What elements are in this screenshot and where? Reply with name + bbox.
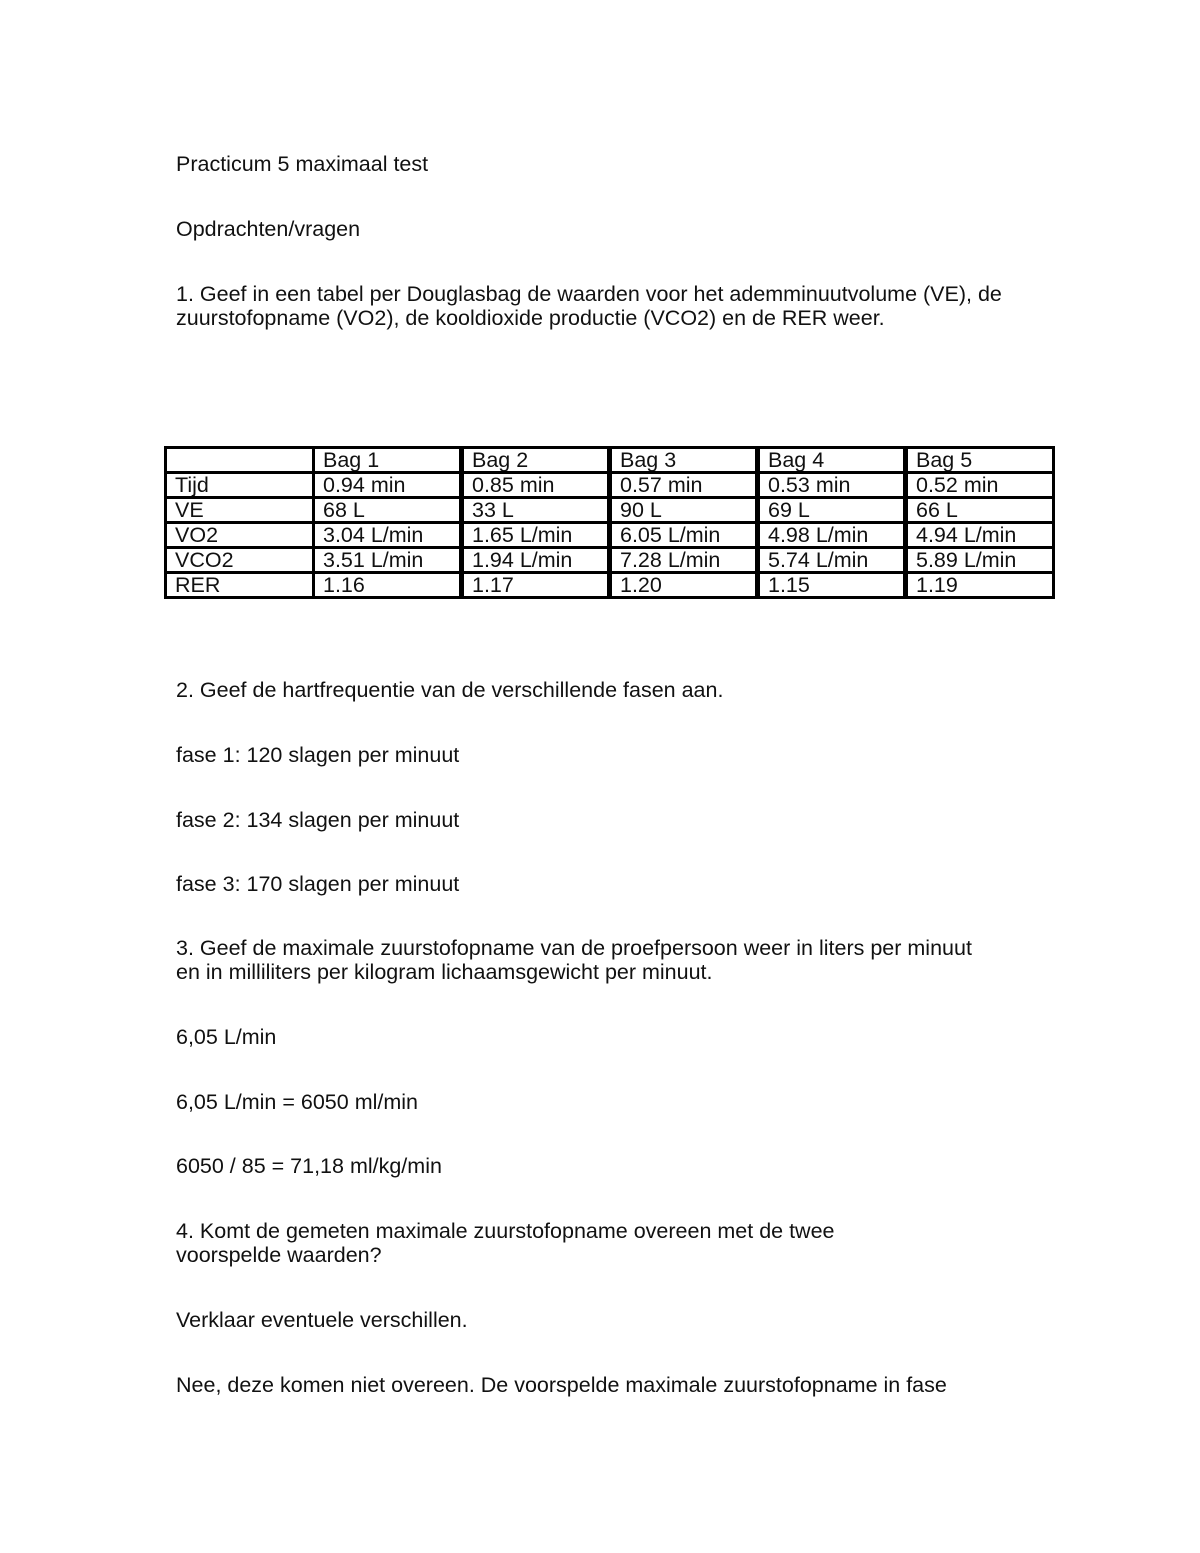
table-cell: 66 L — [906, 498, 1054, 523]
table-row — [166, 523, 1054, 548]
table-cell: 3.51 L/min — [314, 548, 462, 573]
table-cell: 1.94 L/min — [462, 548, 610, 573]
header-cell — [166, 448, 314, 473]
header-cell: Bag 5 — [906, 448, 1054, 473]
answer-3-liters: 6,05 L/min — [176, 1025, 277, 1049]
table-row — [166, 548, 1054, 573]
table-cell: 5.74 L/min — [758, 548, 906, 573]
row-label: VCO2 — [166, 548, 314, 573]
table-cell: 90 L — [610, 498, 758, 523]
table-row — [166, 498, 1054, 523]
answer-3-conversion: 6,05 L/min = 6050 ml/min — [176, 1090, 419, 1114]
table-row — [166, 573, 1054, 598]
question-1: 1. Geef in een tabel per Douglasbag de waarden voor het ademminuutvolume (VE), de zuurstofopname (VO2), de kooldioxide productie (VCO2) en de RER weer. — [176, 282, 1002, 330]
table-cell: 0.53 min — [758, 473, 906, 498]
table-cell: 7.28 L/min — [610, 548, 758, 573]
douglasbag-table — [164, 446, 1055, 599]
table-cell: 6.05 L/min — [610, 523, 758, 548]
answer-fase-3: fase 3: 170 slagen per minuut — [176, 872, 460, 896]
document-title: Practicum 5 maximaal test — [176, 152, 429, 176]
table-cell: 0.57 min — [610, 473, 758, 498]
table-cell: 5.89 L/min — [906, 548, 1054, 573]
answer-4: Nee, deze komen niet overeen. De voorspelde maximale zuurstofopname in fase — [176, 1373, 947, 1397]
question-4-followup: Verklaar eventuele verschillen. — [176, 1308, 468, 1332]
row-label: Tijd — [166, 473, 314, 498]
row-label: RER — [166, 573, 314, 598]
header-cell: Bag 4 — [758, 448, 906, 473]
header-cell: Bag 2 — [462, 448, 610, 473]
table-cell: 33 L — [462, 498, 610, 523]
question-3: 3. Geef de maximale zuurstofopname van de proefpersoon weer in liters per minuut en in milliliters per kilogram lichaamsgewicht per minuut. — [176, 936, 972, 984]
table-cell: 68 L — [314, 498, 462, 523]
table-cell: 69 L — [758, 498, 906, 523]
table-cell: 1.65 L/min — [462, 523, 610, 548]
answer-fase-1: fase 1: 120 slagen per minuut — [176, 743, 460, 767]
table-cell: 0.94 min — [314, 473, 462, 498]
table-cell: 4.98 L/min — [758, 523, 906, 548]
header-cell: Bag 1 — [314, 448, 462, 473]
table-cell: 0.85 min — [462, 473, 610, 498]
table-cell: 1.15 — [758, 573, 906, 598]
question-2: 2. Geef de hartfrequentie van de verschillende fasen aan. — [176, 678, 724, 702]
table-cell: 1.17 — [462, 573, 610, 598]
answer-fase-2: fase 2: 134 slagen per minuut — [176, 808, 460, 832]
table-cell: 0.52 min — [906, 473, 1054, 498]
table-row — [166, 473, 1054, 498]
table-cell: 3.04 L/min — [314, 523, 462, 548]
table-cell: 4.94 L/min — [906, 523, 1054, 548]
question-4: 4. Komt de gemeten maximale zuurstofopname overeen met de twee voorspelde waarden? — [176, 1219, 835, 1267]
table-cell: 1.16 — [314, 573, 462, 598]
table-cell: 1.20 — [610, 573, 758, 598]
answer-3-per-kg: 6050 / 85 = 71,18 ml/kg/min — [176, 1154, 442, 1178]
row-label: VO2 — [166, 523, 314, 548]
row-label: VE — [166, 498, 314, 523]
table-cell: 1.19 — [906, 573, 1054, 598]
header-cell: Bag 3 — [610, 448, 758, 473]
table-header-row — [166, 448, 1054, 473]
section-heading: Opdrachten/vragen — [176, 217, 361, 241]
